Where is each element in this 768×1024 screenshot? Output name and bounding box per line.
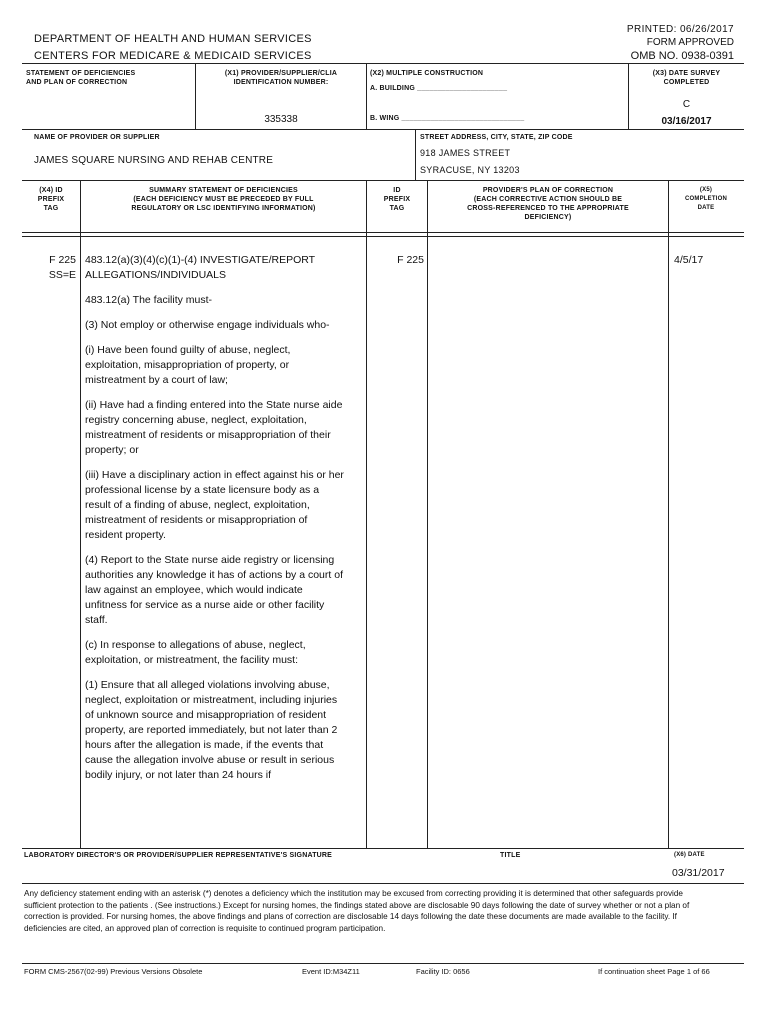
- title-label: TITLE: [500, 852, 521, 859]
- x6-date-label: (X6) DATE: [674, 852, 705, 858]
- building-line: A. BUILDING ______________________: [370, 85, 508, 92]
- city-state-zip: SYRACUSE, NY 13203: [420, 165, 520, 175]
- statement-label: STATEMENT OF DEFICIENCIES AND PLAN OF CORRECTION: [26, 70, 136, 86]
- paragraph: (3) Not employ or otherwise engage individuals who-: [85, 319, 330, 331]
- deficiency-title: 483.12(a)(3)(4)(c)(1)-(4) INVESTIGATE/REPORT ALLEGATIONS/INDIVIDUALS: [85, 254, 315, 281]
- facility-id: Facility ID: 0656: [416, 967, 470, 976]
- deficiency-tag: F 225: [49, 254, 76, 266]
- x5-column-header: (X5) COMPLETION DATE: [685, 187, 727, 211]
- provider-id-number: 335338: [264, 114, 298, 125]
- wing-line: B. WING ______________________________: [370, 115, 525, 122]
- scope-severity: SS=E: [48, 269, 76, 281]
- survey-date: 03/16/2017: [661, 116, 712, 127]
- provider-name: JAMES SQUARE NURSING AND REHAB CENTRE: [34, 155, 274, 166]
- paragraph: (1) Ensure that all alleged violations involving abuse, neglect, exploitation or mistreatment, including injuries of unknown source and misappropriation of resident property, are reported immediately, but not later than 2 hours after the allegation is made, if the events that cause the allegation involve abuse or result in serious bodily injury, or not later than 24 hours if: [85, 679, 338, 781]
- disclaimer-text: Any deficiency statement ending with an asterisk (*) denotes a deficiency which the institution may be excused from correcting providing it is determined that other safeguards provide sufficient protection to the patients . (See instructions.) Except for nursing homes, the findings stated above are disclosable 90 days following the date of survey whether or not a plan of correction is provided. For nursing homes, the above findings and plans of correction are disclosable 14 days following the date these documents are made available to the facility. If deficiencies are cited, an approved plan of correction is requisite to continued program participation.: [24, 889, 690, 933]
- paragraph: 483.12(a) The facility must-: [85, 294, 213, 306]
- id-prefix-tag: F 225: [397, 254, 424, 266]
- paragraph: (c) In response to allegations of abuse, neglect, exploitation, or mistreatment, the facility must:: [85, 639, 306, 666]
- printed-date: PRINTED: 06/26/2017: [626, 24, 734, 35]
- signature-date: 03/31/2017: [672, 867, 725, 879]
- x1-label: (X1) PROVIDER/SUPPLIER/CLIA IDENTIFICATION NUMBER:: [224, 70, 338, 86]
- form-approved: FORM APPROVED: [646, 37, 734, 48]
- paragraph: (i) Have been found guilty of abuse, neglect, exploitation, misappropriation of property, or mistreatment by a court of law;: [85, 344, 291, 386]
- address-label: STREET ADDRESS, CITY, STATE, ZIP CODE: [420, 134, 573, 141]
- paragraph: (iii) Have a disciplinary action in effect against his or her professional license by a state licensure body as a result of a finding of abuse, neglect, exploitation, mistreatment of residents or misappropriation of resident property.: [85, 469, 344, 541]
- provider-name-label: NAME OF PROVIDER OR SUPPLIER: [34, 134, 160, 141]
- x2-label: (X2) MULTIPLE CONSTRUCTION: [370, 70, 484, 77]
- form-number: FORM CMS-2567(02-99) Previous Versions Obsolete: [24, 967, 203, 976]
- paragraph: (4) Report to the State nurse aide registry or licensing authorities any knowledge it has of actions by a court of law against an employee, which would indicate unfitness for service as a nurse aide or other facility staff.: [85, 554, 343, 626]
- agency-name: CENTERS FOR MEDICARE & MEDICAID SERVICES: [34, 50, 312, 62]
- event-id: Event ID:M34Z11: [302, 967, 360, 976]
- completion-date: 4/5/17: [674, 254, 704, 266]
- paragraph: (ii) Have had a finding entered into the State nurse aide registry concerning abuse, neglect, exploitation, mistreatment of residents or misappropriation of their property; or: [85, 399, 343, 456]
- omb-number: OMB NO. 0938-0391: [630, 50, 734, 62]
- plan-column-header: PROVIDER'S PLAN OF CORRECTION (EACH CORRECTIVE ACTION SHOULD BE CROSS-REFERENCED TO THE APPROPRIATE DEFICIENCY): [467, 187, 629, 221]
- street-address: 918 JAMES STREET: [420, 148, 511, 158]
- x4-column-header: (X4) ID PREFIX TAG: [37, 187, 65, 212]
- signature-label: LABORATORY DIRECTOR'S OR PROVIDER/SUPPLIER REPRESENTATIVE'S SIGNATURE: [24, 852, 333, 859]
- department-name: DEPARTMENT OF HEALTH AND HUMAN SERVICES: [34, 33, 312, 45]
- x3-label: (X3) DATE SURVEY COMPLETED: [652, 70, 721, 86]
- page-number: If continuation sheet Page 1 of 66: [598, 967, 710, 976]
- deficiency-text: [85, 253, 347, 793]
- id-column-header: ID PREFIX TAG: [383, 187, 411, 212]
- summary-column-header: SUMMARY STATEMENT OF DEFICIENCIES (EACH DEFICIENCY MUST BE PRECEDED BY FULL REGULATORY OR LSC IDENTIFYING INFORMATION): [131, 187, 316, 212]
- survey-code: C: [682, 99, 691, 110]
